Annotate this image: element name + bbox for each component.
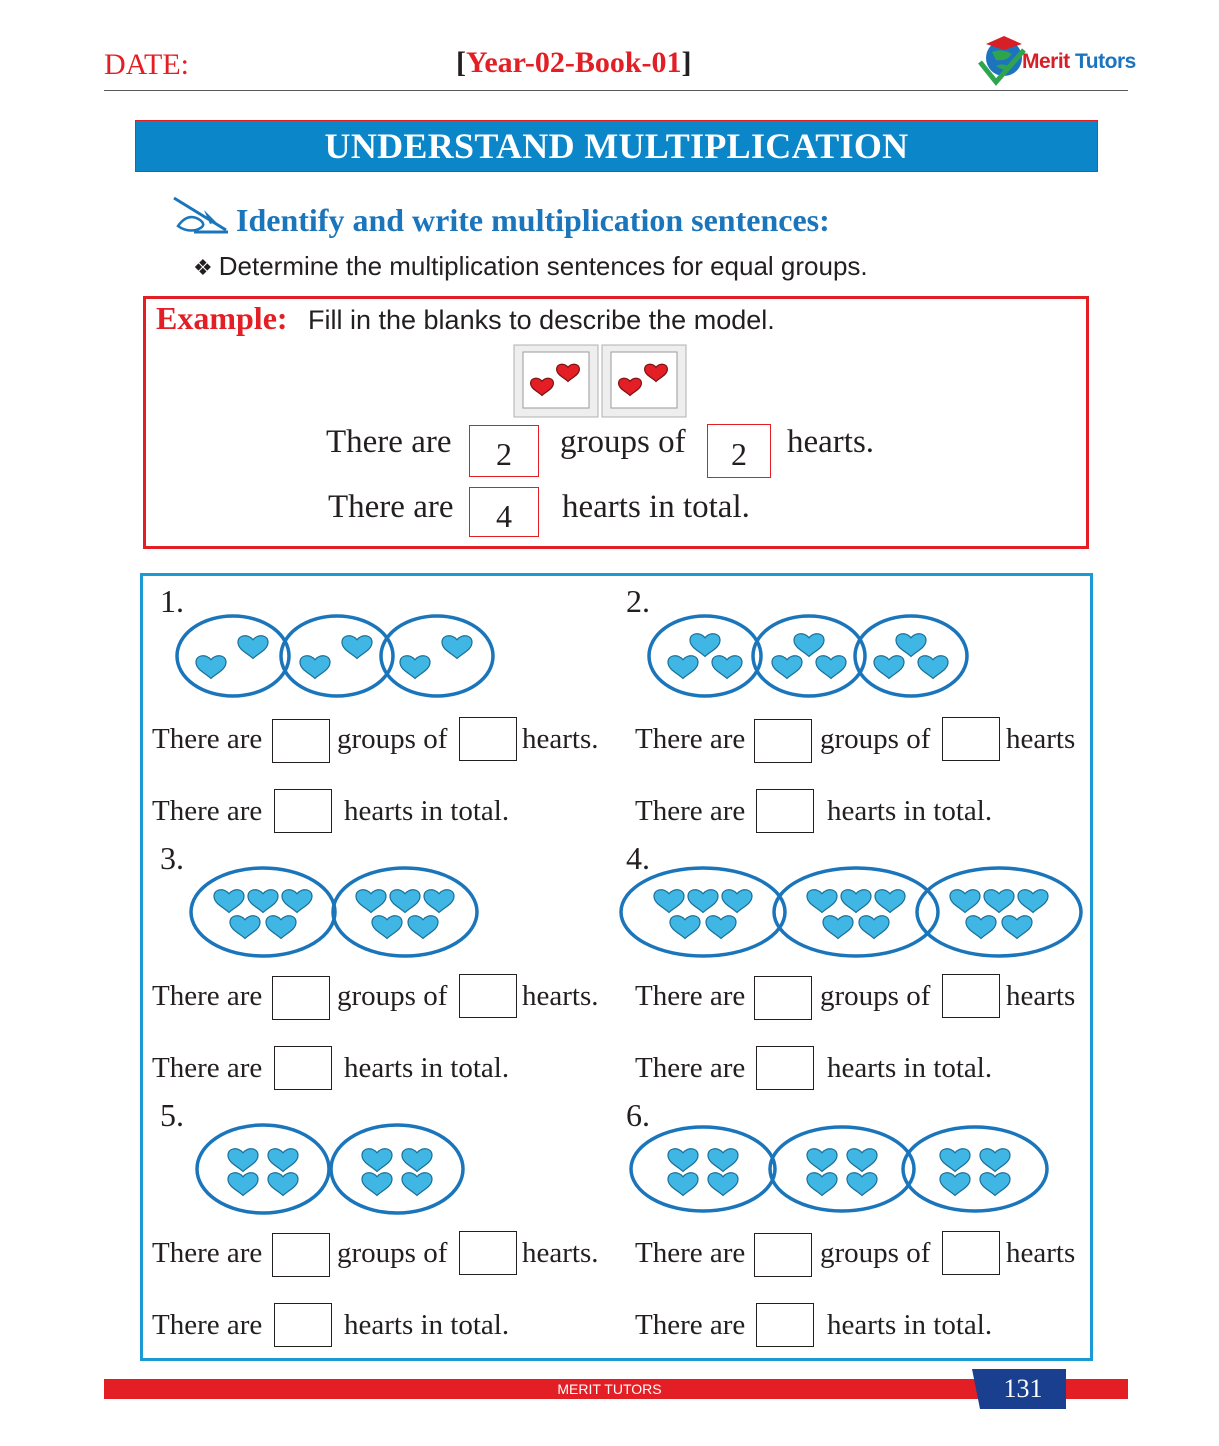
example-there-are-2: There are: [328, 489, 454, 525]
bracket-open: [: [456, 46, 466, 79]
q2-total-text: hearts in total.: [827, 795, 993, 827]
heart-icon: [966, 916, 996, 939]
q4-there-are-total: There are: [635, 1052, 746, 1084]
q1-hearts-word: hearts.: [522, 723, 599, 755]
instruction-bullet: ❖ Determine the multiplication sentences for equal groups.: [193, 251, 868, 281]
heart-icon: [807, 1173, 837, 1196]
date-label: DATE:: [104, 48, 189, 81]
heart-icon: [807, 1149, 837, 1172]
q2-per-group-input[interactable]: [942, 717, 1000, 761]
heart-icon: [940, 1149, 970, 1172]
heart-icon: [1002, 916, 1032, 939]
heart-icon: [807, 890, 837, 913]
heart-icon: [708, 1149, 738, 1172]
heart-icon: [670, 916, 700, 939]
example-groups-of: groups of: [560, 424, 686, 460]
pencil-writing-icon: [170, 196, 230, 236]
group-oval: [631, 1127, 775, 1211]
q4-groups-picture: [0, 852, 1219, 972]
heart-icon: [847, 1173, 877, 1196]
q2-there-are: There are: [635, 723, 746, 755]
q1-number: 1.: [160, 583, 184, 619]
q2-total-input[interactable]: [756, 789, 814, 833]
q1-there-are: There are: [152, 723, 263, 755]
heart-icon: [668, 1173, 698, 1196]
q1-there-are-total: There are: [152, 795, 263, 827]
q4-there-are: There are: [635, 980, 746, 1012]
footer-brand: MERIT TUTORS: [557, 1381, 662, 1397]
q5-total-text: hearts in total.: [344, 1309, 510, 1341]
section-heading: Identify and write multiplication sentences:: [236, 202, 830, 238]
heart-icon: [950, 890, 980, 913]
group-oval: [903, 1127, 1047, 1211]
example-groups-box: 2: [469, 425, 539, 477]
q4-total-text: hearts in total.: [827, 1052, 993, 1084]
heart-icon: [859, 916, 889, 939]
q5-groups-input[interactable]: [272, 1233, 330, 1277]
q6-total-text: hearts in total.: [827, 1309, 993, 1341]
heart-icon: [940, 1173, 970, 1196]
heart-icon: [896, 634, 926, 657]
q2-groups-input[interactable]: [754, 719, 812, 763]
q4-hearts-word: hearts: [1006, 980, 1076, 1012]
q5-there-are: There are: [152, 1237, 263, 1269]
q6-groups-of: groups of: [820, 1237, 931, 1269]
q3-there-are: There are: [152, 980, 263, 1012]
heart-icon: [794, 634, 824, 657]
q5-groups-of: groups of: [337, 1237, 448, 1269]
q3-total-text: hearts in total.: [344, 1052, 510, 1084]
heart-icon: [823, 916, 853, 939]
q3-there-are-total: There are: [152, 1052, 263, 1084]
q3-groups-input[interactable]: [272, 976, 330, 1020]
heart-icon: [772, 656, 802, 679]
q1-groups-of: groups of: [337, 723, 448, 755]
q3-hearts-word: hearts.: [522, 980, 599, 1012]
q2-groups-picture: [0, 596, 1219, 716]
q4-number: 4.: [626, 840, 650, 876]
q2-groups-of: groups of: [820, 723, 931, 755]
q4-total-input[interactable]: [756, 1046, 814, 1090]
heart-icon: [874, 656, 904, 679]
heart-icon: [847, 1149, 877, 1172]
example-hearts-word: hearts.: [787, 424, 875, 460]
heart-icon: [980, 1173, 1010, 1196]
heart-icon: [980, 1149, 1010, 1172]
book-code: [456, 46, 692, 80]
example-label: Example:: [156, 300, 288, 336]
diamond-bullet-icon: ❖: [193, 255, 213, 280]
page-title: UNDERSTAND MULTIPLICATION: [135, 120, 1098, 172]
q5-hearts-word: hearts.: [522, 1237, 599, 1269]
q6-per-group-input[interactable]: [942, 1231, 1000, 1275]
q5-total-input[interactable]: [274, 1303, 332, 1347]
example-per-group-box: 2: [707, 424, 771, 478]
q2-number: 2.: [626, 583, 650, 619]
q6-total-input[interactable]: [756, 1303, 814, 1347]
q3-number: 3.: [160, 840, 184, 876]
heart-icon: [668, 656, 698, 679]
group-oval: [770, 1127, 914, 1211]
example-there-are-1: There are: [326, 424, 452, 460]
heart-icon: [875, 890, 905, 913]
heart-icon: [722, 890, 752, 913]
heart-icon: [690, 634, 720, 657]
book-code-text: Year-02-Book-01: [466, 46, 682, 79]
q1-groups-input[interactable]: [272, 719, 330, 763]
heart-icon: [816, 656, 846, 679]
heart-icon: [706, 916, 736, 939]
q4-groups-of: groups of: [820, 980, 931, 1012]
bracket-close: ]: [681, 46, 692, 79]
q1-total-input[interactable]: [274, 789, 332, 833]
q2-hearts-word: hearts: [1006, 723, 1076, 755]
heart-icon: [1018, 890, 1048, 913]
q3-per-group-input[interactable]: [459, 974, 517, 1018]
heart-icon: [708, 1173, 738, 1196]
q6-groups-input[interactable]: [754, 1233, 812, 1277]
header-divider: [104, 90, 1128, 91]
heart-icon: [688, 890, 718, 913]
example-total-text: hearts in total.: [562, 489, 750, 525]
q6-there-are-total: There are: [635, 1309, 746, 1341]
q5-there-are-total: There are: [152, 1309, 263, 1341]
logo-text: Merit Tutors: [1022, 50, 1136, 73]
page-number: 131: [1003, 1374, 1043, 1403]
heart-icon: [712, 656, 742, 679]
q4-per-group-input[interactable]: [942, 974, 1000, 1018]
q1-total-text: hearts in total.: [344, 795, 510, 827]
q3-total-input[interactable]: [274, 1046, 332, 1090]
q6-groups-picture: [0, 1109, 1219, 1229]
q3-groups-of: groups of: [337, 980, 448, 1012]
example-instruction: Fill in the blanks to describe the model.: [308, 305, 775, 335]
q2-there-are-total: There are: [635, 795, 746, 827]
q4-groups-input[interactable]: [754, 976, 812, 1020]
heart-icon: [841, 890, 871, 913]
q6-there-are: There are: [635, 1237, 746, 1269]
q6-number: 6.: [626, 1097, 650, 1133]
q5-per-group-input[interactable]: [459, 1231, 517, 1275]
example-model: [513, 344, 687, 418]
heart-icon: [984, 890, 1014, 913]
heart-icon: [668, 1149, 698, 1172]
q1-per-group-input[interactable]: [459, 717, 517, 761]
q6-hearts-word: hearts: [1006, 1237, 1076, 1269]
q5-number: 5.: [160, 1097, 184, 1133]
heart-icon: [654, 890, 684, 913]
heart-icon: [918, 656, 948, 679]
example-total-box: 4: [469, 487, 539, 537]
